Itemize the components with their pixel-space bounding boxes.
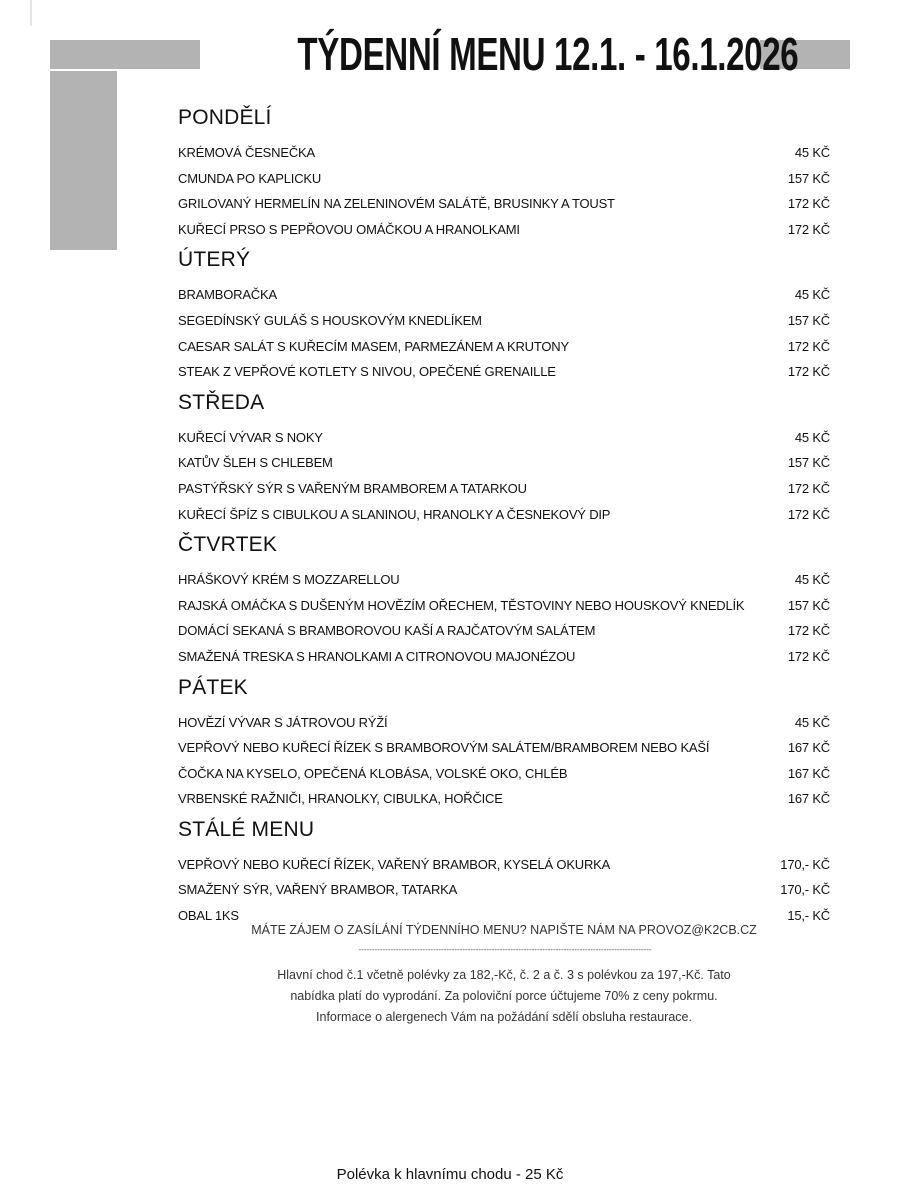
day-heading: ÚTERÝ (178, 248, 251, 272)
item-price: 45 KČ (794, 572, 830, 588)
menu-item (178, 710, 830, 736)
menu-item (178, 217, 830, 243)
item-name: VEPŘOVÝ NEBO KUŘECÍ ŘÍZEK S BRAMBOROVÝM SALÁTEM/BRAMBOREM NEBO KAŠÍ (178, 740, 710, 756)
item-name: ČOČKA NA KYSELO, OPEČENÁ KLOBÁSA, VOLSKÉ OKO, CHLÉB (178, 765, 568, 781)
menu-item (178, 644, 830, 670)
item-price: 172 KČ (787, 196, 830, 212)
menu-item (178, 359, 830, 385)
item-price: 167 KČ (787, 740, 830, 756)
item-price: 172 KČ (787, 364, 830, 380)
item-name: OBAL 1KS (178, 908, 239, 924)
item-name: SEGEDÍNSKÝ GULÁŠ S HOUSKOVÝM KNEDLÍKEM (178, 312, 482, 328)
item-price: 157 KČ (787, 597, 830, 613)
item-price: 170,- KČ (780, 882, 830, 898)
menu-item (178, 308, 830, 334)
day-heading: STÁLÉ MENU (178, 817, 315, 841)
item-name: KRÉMOVÁ ČESNEČKA (178, 145, 315, 160)
decorative-bar-left (50, 40, 200, 69)
item-price: 170,- KČ (780, 856, 830, 872)
day-heading: PONDĚLÍ (178, 106, 272, 129)
item-name: GRILOVANÝ HERMELÍN NA ZELENINOVÉM SALÁTĚ, BRUSINKY A TOUST (178, 196, 615, 212)
menu-item (178, 282, 830, 308)
menu-item (178, 852, 830, 878)
item-name: DOMÁCÍ SEKANÁ S BRAMBOROVOU KAŠÍ A RAJČATOVÝM SALÁTEM (178, 623, 596, 639)
item-name: SMAŽENÁ TRESKA S HRANOLKAMI A CITRONOVOU MAJONÉZOU (178, 648, 576, 664)
item-price: 45 KČ (794, 714, 830, 730)
menu-item (178, 877, 830, 903)
item-price: 172 KČ (787, 623, 830, 639)
menu-item (178, 334, 830, 360)
item-price: 45 KČ (794, 429, 830, 445)
item-price: 45 KČ (794, 287, 830, 303)
item-price: 172 KČ (787, 506, 830, 522)
menu-item (178, 502, 830, 528)
item-name: BRAMBORAČKA (178, 287, 277, 303)
decorative-block (50, 71, 117, 250)
item-name: VEPŘOVÝ NEBO KUŘECÍ ŘÍZEK, VAŘENÝ BRAMBOR, KYSELÁ OKURKA (178, 856, 611, 872)
item-price: 157 KČ (787, 170, 830, 186)
page-title (200, 28, 799, 80)
menu-item (178, 593, 830, 619)
item-name: HRÁŠKOVÝ KRÉM S MOZZARELLOU (178, 572, 400, 588)
menu-item (178, 786, 830, 812)
notes (178, 965, 830, 1028)
day-heading: STŘEDA (178, 390, 265, 414)
item-price: 172 KČ (787, 338, 830, 354)
note-line: Informace o alergenech Vám na požádání sdělí obsluha restaurace. (316, 1010, 692, 1024)
item-name: PASTÝŘSKÝ SÝR S VAŘENÝM BRAMBOREM A TATARKOU (178, 480, 527, 496)
separator-line: -------------------------------------------------------------------------------------------------------------- (358, 945, 652, 954)
item-name: KUŘECÍ ŠPÍZ S CIBULKOU A SLANINOU, HRANOLKY A ČESNEKOVÝ DIP (178, 506, 611, 522)
item-price: 172 KČ (787, 480, 830, 496)
item-name: HOVĚZÍ VÝVAR S JÁTROVOU RÝŽÍ (178, 714, 388, 730)
item-price: 157 KČ (787, 455, 830, 471)
item-price: 167 KČ (787, 765, 830, 781)
menu-item (178, 140, 830, 166)
item-name: CAESAR SALÁT S KUŘECÍM MASEM, PARMEZÁNEM A KRUTONY (178, 338, 569, 354)
newsletter-notice: MÁTE ZÁJEM O ZASÍLÁNÍ TÝDENNÍHO MENU? NAPIŠTE NÁM NA PROVOZ@K2CB.CZ (251, 923, 757, 937)
note-line: nabídka platí do vyprodání. Za poloviční porce účtujeme 70% z ceny pokrmu. (290, 989, 718, 1003)
item-price: 167 KČ (787, 791, 830, 807)
menu-item (178, 761, 830, 787)
item-price: 15,- KČ (787, 908, 830, 924)
item-name: SMAŽENÝ SÝR, VAŘENÝ BRAMBOR, TATARKA (178, 882, 458, 898)
menu-item (178, 191, 830, 217)
title-text: TÝDENNÍ MENU 12.1. - 16.1.2026 (297, 28, 799, 80)
soup-footer: Polévka k hlavnímu chodu - 25 Kč (336, 1166, 564, 1183)
menu-item (178, 450, 830, 476)
item-name: KUŘECÍ PRSO S PEPŘOVOU OMÁČKOU A HRANOLKAMI (178, 221, 520, 237)
menu-list (178, 100, 830, 929)
note-line: Hlavní chod č.1 včetně polévky za 182,-Kč, č. 2 a č. 3 s polévkou za 197,-Kč. Tato (277, 968, 731, 982)
item-price: 172 KČ (787, 221, 830, 237)
item-price: 157 KČ (787, 312, 830, 328)
menu-item (178, 735, 830, 761)
item-name: RAJSKÁ OMÁČKA S DUŠENÝM HOVĚZÍM OŘECHEM, TĚSTOVINY NEBO HOUSKOVÝ KNEDLÍK (178, 597, 745, 613)
day-heading: ČTVRTEK (178, 533, 278, 557)
item-name: VRBENSKÉ RAŽNIČI, HRANOLKY, CIBULKA, HOŘČICE (178, 791, 503, 807)
menu-item (178, 425, 830, 451)
menu-item (178, 166, 830, 192)
item-name: STEAK Z VEPŘOVÉ KOTLETY S NIVOU, OPEČENÉ GRENAILLE (178, 364, 556, 380)
menu-item (178, 618, 830, 644)
item-name: CMUNDA PO KAPLICKU (178, 170, 322, 186)
item-name: KUŘECÍ VÝVAR S NOKY (178, 429, 323, 445)
day-heading: PÁTEK (178, 675, 248, 699)
item-price: 172 KČ (787, 648, 830, 664)
item-name: KATŮV ŠLEH S CHLEBEM (178, 455, 333, 471)
page-edge-mark (30, 0, 32, 26)
menu-item (178, 476, 830, 502)
menu-item (178, 567, 830, 593)
item-price: 45 KČ (794, 145, 830, 160)
